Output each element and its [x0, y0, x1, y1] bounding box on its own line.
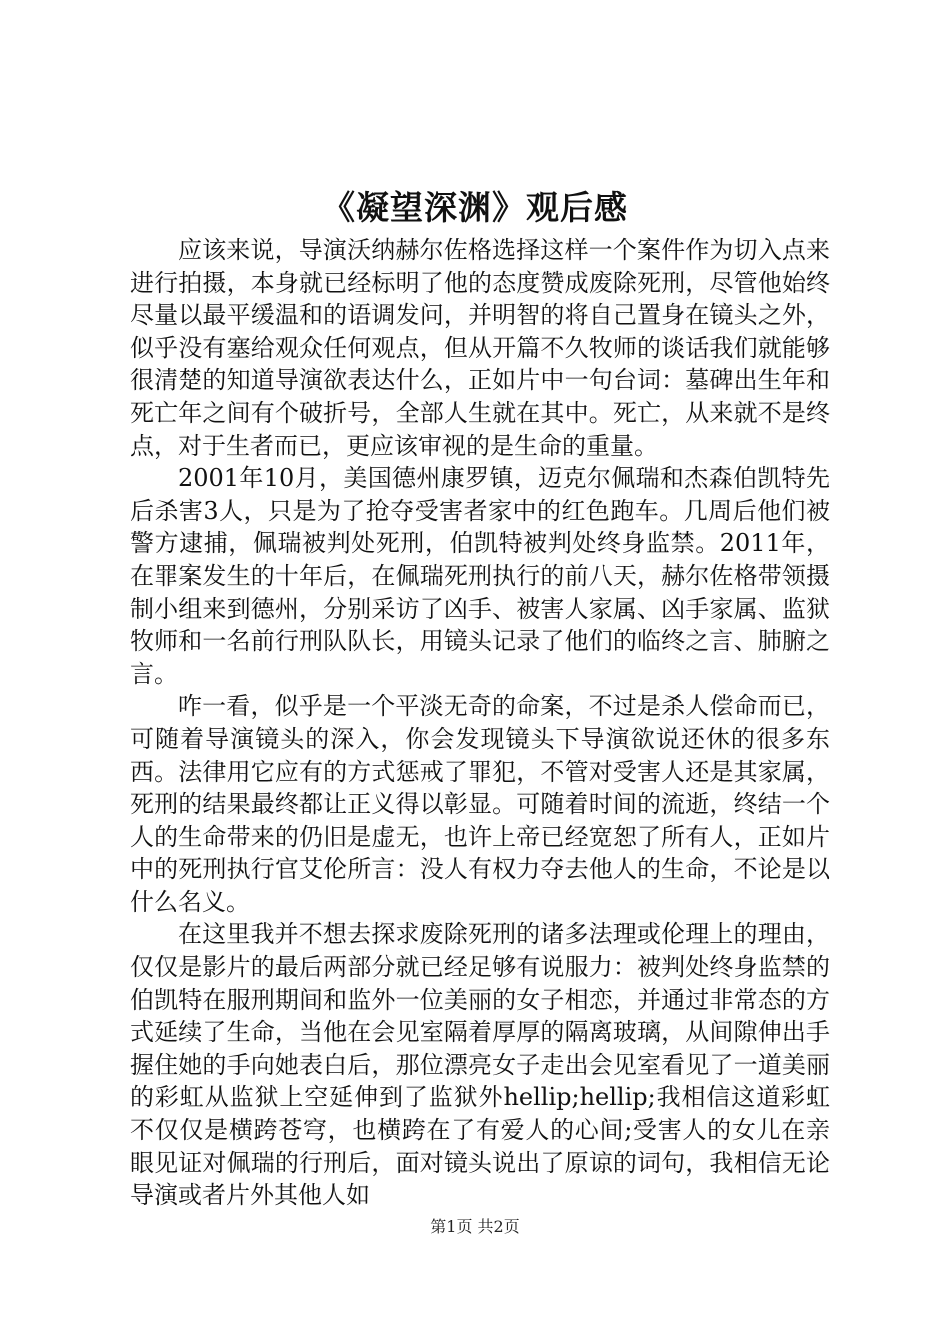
paragraph-4: 在这里我并不想去探求废除死刑的诸多法理或伦理上的理由，仅仅是影片的最后两部分就已经足够有说服力：被判处终身监禁的伯凯特在服刑期间和监外一位美丽的女子相恋，并通过非常态的方式延续了生命，当他在会见室隔着厚厚的隔离玻璃，从间隙伸出手握住她的手向她表白后，那位漂亮女子走出会见室看见了一道美丽的彩虹从监狱上空延伸到了监狱外hellip;hellip;我相信这道彩虹不仅仅是横跨苍穹，也横跨在了有爱人的心间;受害人的女儿在亲眼见证对佩瑞的行刑后，面对镜头说出了原谅的词句，我相信无论导演或者片外其他人如	[130, 920, 830, 1210]
page-footer: 第1页 共2页	[430, 1217, 520, 1236]
paragraph-1: 应该来说，导演沃纳赫尔佐格选择这样一个案件作为切入点来进行拍摄，本身就已经标明了他的态度赞成废除死刑，尽管他始终尽量以最平缓温和的语调发问，并明智的将自己置身在镜头之外，似乎没有塞给观众任何观点，但从开篇不久牧师的谈话我们就能够很清楚的知道导演欲表达什么，正如片中一句台词：墓碑出生年和死亡年之间有个破折号，全部人生就在其中。死亡，从来就不是终点，对于生者而已，更应该审视的是生命的重量。	[130, 236, 830, 460]
paragraph-3: 咋一看，似乎是一个平淡无奇的命案，不过是杀人偿命而已，可随着导演镜头的深入，你会发现镜头下导演欲说还休的很多东西。法律用它应有的方式惩戒了罪犯，不管对受害人还是其家属，死刑的结果最终都让正义得以彰显。可随着时间的流逝，终结一个人的生命带来的仍旧是虚无，也许上帝已经宽恕了所有人，正如片中的死刑执行官艾伦所言：没人有权力夺去他人的生命，不论是以什么名义。	[130, 692, 830, 916]
document-title: 《凝望深渊》观后感	[322, 188, 628, 227]
paragraph-2: 2001年10月，美国德州康罗镇，迈克尔佩瑞和杰森伯凯特先后杀害3人，只是为了抢夺受害者家中的红色跑车。几周后他们被警方逮捕，佩瑞被判处死刑，伯凯特被判处终身监禁。2011年，在罪案发生的十年后，在佩瑞死刑执行的前八天，赫尔佐格带领摄制小组来到德州，分别采访了凶手、被害人家属、凶手家属、监狱牧师和一名前行刑队队长，用镜头记录了他们的临终之言、肺腑之言。	[130, 464, 830, 688]
document-body	[130, 234, 830, 1210]
